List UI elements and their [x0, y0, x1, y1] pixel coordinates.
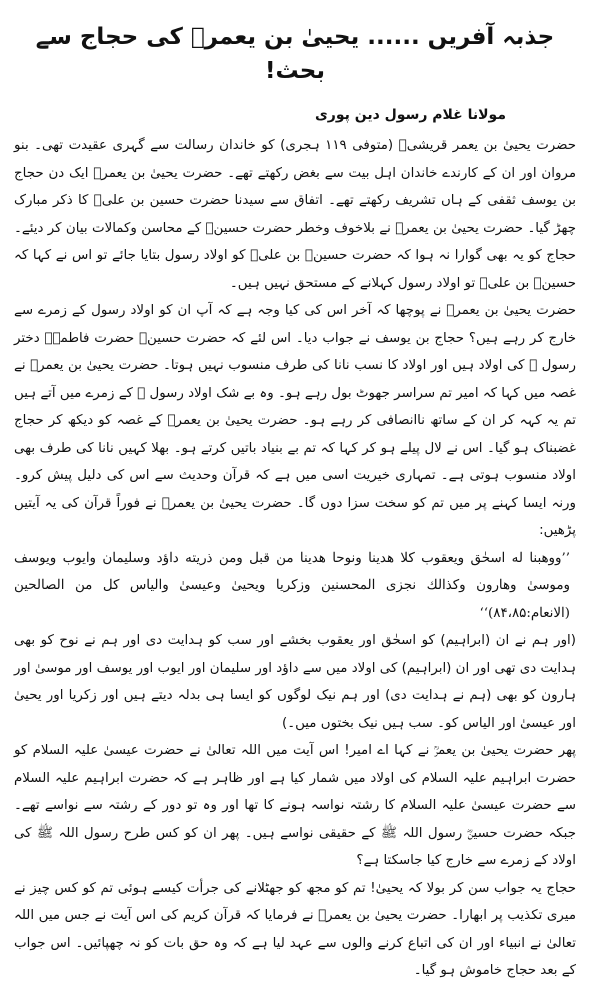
paragraph: حضرت یحییٰ بن یعمرؒ نے پوچھا کہ آخر اس کی کیا وجہ ہے کہ آپ ان کو اولاد رسول کے زمرے سے خارج کر رہے ہیں؟ حجاج بن یوسف نے جواب دیا۔ اس لئے کہ حضرت حسینؓ حضرت فاطمہؓ دختر رسول ﷺ کی اولاد ہیں اور اولاد کا نسب نانا کی طرف منسوب نہیں ہوتا۔ حضرت یحییٰ بن یعمرؒ نے غصہ میں کہا کہ امیر تم سراسر جھوٹ بول رہے ہو۔ وہ بے شک اولاد رسول ﷺ کے زمرے میں آتے ہیں تم یہ کہہ کر ان کے ساتھ ناانصافی کر رہے ہو۔ حضرت یحییٰ بن یعمرؒ کے غصہ کو دیکھ کر حجاج غضبناک ہو گیا۔ اس نے لال پیلے ہو کر کہا کہ تم بے بنیاد باتیں کرتے ہو۔ بھلا کہیں نانا کی طرف بھی اولاد منسوب ہوتی ہے۔ تمہاری خیریت اسی میں ہے کہ قرآن وحدیث سے اس کی دلیل پیش کرو۔ ورنہ ایسا کہنے پر میں تم کو سخت سزا دوں گا۔ حضرت یحییٰ بن یعمرؒ نے فوراً قرآن کی یہ آیتیں پڑھیں:: [14, 303, 576, 538]
arabic-quote: ’’ووهبنا له اسحٰق ويعقوب كلا هدينا ونوحا هدينا من قبل ومن ذريته داؤد وسليمان وايوب ويوسف وموسىٰ وهارون وكذالك نجزى المحسنين وزكريا ويحيىٰ وعيسىٰ والياس كل من الصالحين (الانعام:۸۴،۸۵)‘‘: [14, 550, 570, 621]
quote-translation: (اور ہم نے ان (ابراہیم) کو اسحٰق اور یعقوب بخشے اور سب کو ہدایت دی اور ہم نے نوح کو بھی ہدایت دی تھی اور ان (ابراہیم) کی اولاد میں سے داؤد اور سلیمان اور ایوب اور یوسف اور موسیٰ اور ہارون کو بھی (ہم نے ہدایت دی) اور ہم نیک لوگوں کو ایسا ہی بدلہ دیتے ہیں اور زکریا اور یحییٰ اور عیسیٰ اور الیاس کو۔ سب ہیں نیک بختوں میں۔): [14, 633, 576, 731]
article-author: مولانا غلام رسول دین پوری: [314, 107, 506, 123]
paragraph: حجاج یہ جواب سن کر بولا کہ یحییٰ! تم کو مجھ کو جھٹلانے کی جرأت کیسے ہوئی تم کو کس چیز نے میری تکذیب پر ابھارا۔ حضرت یحییٰ بن یعمرؒ نے فرمایا کہ قرآن کریم کی اس آیت نے جس میں اللہ تعالیٰ نے انبیاء اور ان کی اتباع کرنے والوں سے عہد لیا ہے کہ وہ حق بات کو نہ چھپائیں۔ اس جواب کے بعد حجاج خاموش ہو گیا۔: [14, 880, 576, 978]
paragraph: حضرت یحییٰ بن یعمر قریشیؒ (متوفی ۱۱۹ ہجری) کو خاندان رسالت سے گہری عقیدت تھی۔ بنو مروان اور ان کے کارندے خاندان اہل بیت سے بغض رکھتے تھے۔ حضرت یحییٰ بن یعمرؒ ایک دن حجاج بن یوسف ثقفی کے ہاں تشریف رکھتے تھے۔ اتفاق سے سیدنا حضرت حسین بن علیؓ کا ذکر مبارک چھڑ گیا۔ حضرت یحییٰ بن یعمرؒ نے بلاخوف وخطر حضرت حسینؓ کے محاسن وکمالات بیان کر دیئے۔ حجاج کو یہ بھی گوارا نہ ہوا کہ حضرت حسینؓ بن علیؓ کو اولاد رسول بتایا جائے تو اس نے کہا کہ حسینؓ بن علیؓ تو اولاد رسول کہلانے کے مستحق نہیں ہیں۔: [14, 138, 576, 291]
article-title: جذبہ آفریں ...... یحییٰ بن یعمرؒ کی حجاج سے بحث!: [35, 24, 555, 84]
paragraph: پھر حضرت یحییٰ بن یعمرؒ نے کہا اے امیر! اس آیت میں اللہ تعالیٰ نے حضرت عیسیٰ علیہ السلام کو حضرت ابراہیم علیہ السلام کی اولاد میں شمار کیا ہے اور ظاہر ہے کہ حضرت ابراہیم علیہ السلام سے حضرت عیسیٰ علیہ السلام کا رشتہ نواسہ ہونے کا تھا اور وہ تو دور کے رشتہ سے نواسے تھے۔ جبکہ حضرت حسینؓ رسول اللہ ﷺ کے حقیقی نواسے ہیں۔ پھر ان کو کس طرح رسول اللہ ﷺ کی اولاد کے زمرے سے خارج کیا جاسکتا ہے؟: [14, 743, 576, 868]
